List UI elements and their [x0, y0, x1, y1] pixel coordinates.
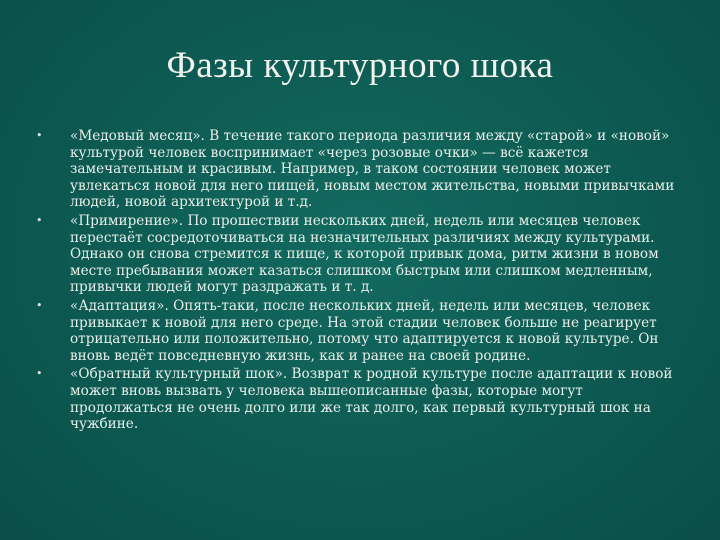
bullet-dot-icon: • — [36, 298, 43, 312]
slide-title: Фазы культурного шока — [166, 45, 554, 86]
bullet-text: «Адаптация». Опять-таки, после нескольких дней, недель или месяцев, человек привыкает к новой для него среде. На этой стадии человек больше не реагирует отрицательно или положительно, потому что адаптируется к новой культуре. Он вновь ведёт повседневную жизнь, как и ранее на своей родине. — [70, 297, 659, 364]
bullet-text: «Медовый месяц». В течение такого периода различия между «старой» и «новой» культурой человек воспринимает «через розовые очки» — всё кажется замечательным и красивым. Например, в таком состоянии человек может увлекаться новой для него пищей, новым местом жительства, новыми привычками людей, новой архитектурой и т.д. — [70, 128, 675, 211]
bullet-dot-icon: • — [36, 367, 43, 381]
bullet-list — [36, 128, 686, 435]
bullet-dot-icon: • — [36, 129, 43, 142]
bullet-text: «Примирение». По прошествии нескольких дней, недель или месяцев человек перестаёт сосредоточиваться на незначительных различиях между культурами. Однако он снова стремится к пище, к которой привык дома, ритм жизни в новом месте пребывания может казаться слишком быстрым или слишком медленным, привычки людей могут раздражать и т. д. — [70, 212, 659, 296]
bullet-dot-icon: • — [36, 213, 43, 227]
bullet-item-adaptation — [36, 298, 686, 364]
bullet-item-honeymoon — [36, 128, 686, 211]
bullet-item-reconciliation — [36, 213, 686, 296]
bullet-text: «Обратный культурный шок». Возврат к родной культуре после адаптации к новой может вновь вызвать у человека вышеописанные фазы, которые могут продолжаться не очень долго или же так долго, как первый культурный шок на чужбине. — [70, 366, 673, 433]
bullet-item-reverse-shock — [36, 366, 686, 432]
